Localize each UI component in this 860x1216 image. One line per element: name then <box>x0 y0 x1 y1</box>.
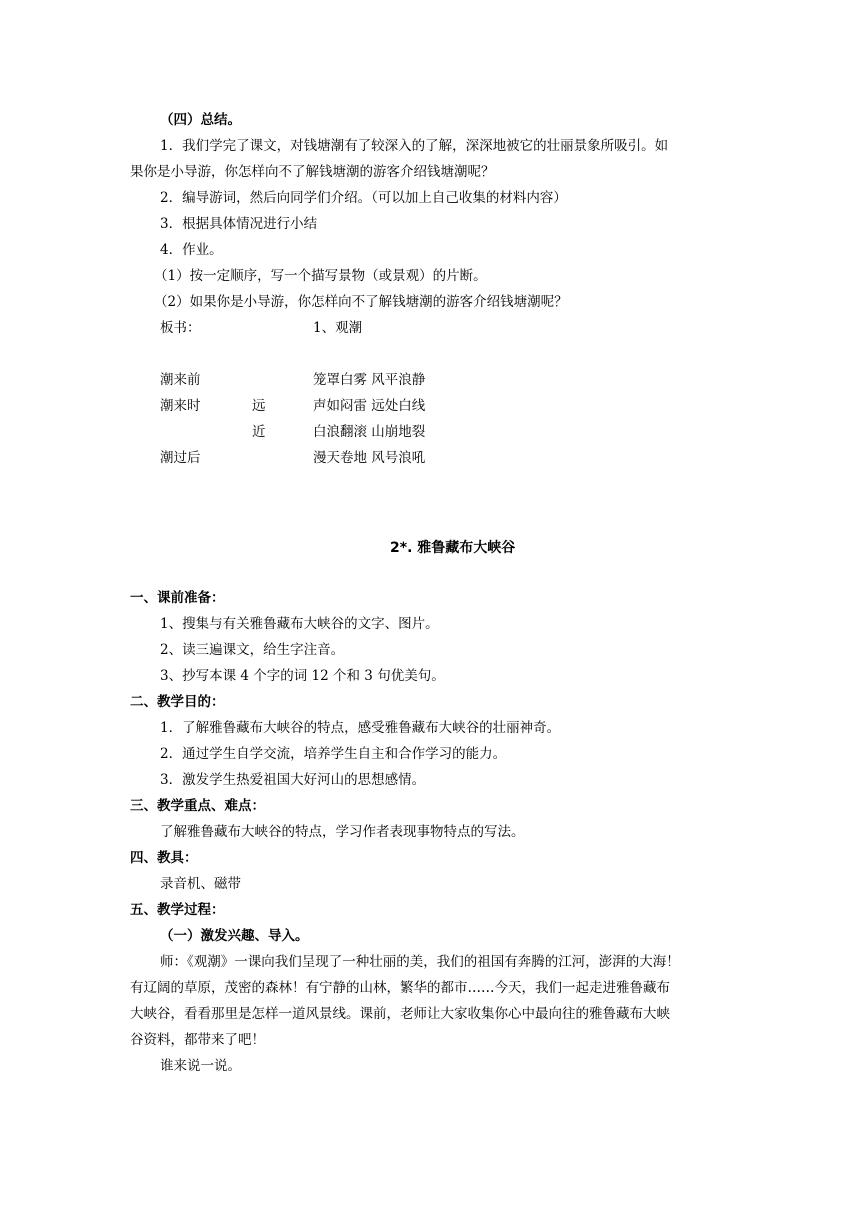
summary-step-2: 2．编导游词，然后向同学们介绍。（可以加上自己收集的材料内容） <box>160 190 567 206</box>
homework-1: （1）按一定顺序，写一个描写景物（或景观）的片断。 <box>154 268 487 284</box>
homework-2: （2）如果你是小导游，你怎样向不了解钱塘潮的游客介绍钱塘潮呢？ <box>154 294 568 310</box>
goal-item-3: 3．激发学生热爱祖国大好河山的思想感情。 <box>160 772 426 788</box>
board-row-desc: 白浪翻滚 山崩地裂 <box>313 424 426 440</box>
section-process-heading: 五、教学过程： <box>130 902 225 918</box>
who-says-line: 谁来说一说。 <box>160 1058 241 1074</box>
summary-step-1-line-1: 1．我们学完了课文，对钱塘潮有了较深入的了解，深深地被它的壮丽景象所吸引。如 <box>160 138 669 154</box>
teacher-speech-line-3: 大峡谷，看看那里是怎样一道风景线。课前，老师让大家收集你心中最向往的雅鲁藏布大峡 <box>130 1006 670 1022</box>
summary-step-4: 4．作业。 <box>160 242 223 258</box>
lesson-title: 2*. 雅鲁藏布大峡谷 <box>390 540 516 556</box>
tools-list: 录音机、磁带 <box>160 876 241 892</box>
board-row-sub: 近 <box>252 424 266 440</box>
section-tools-heading: 四、教具： <box>130 850 198 866</box>
section-prep-heading: 一、课前准备： <box>130 590 225 606</box>
board-row-stage: 潮来前 <box>160 372 201 388</box>
board-row-desc: 笼罩白雾 风平浪静 <box>313 372 426 388</box>
board-row-stage: 潮过后 <box>160 450 201 466</box>
board-label: 板书： <box>160 320 201 336</box>
process-step-1-heading: （一）激发兴趣、导入。 <box>160 928 309 944</box>
prep-item-2: 2、读三遍课文，给生字注音。 <box>160 642 345 658</box>
board-row-desc: 声如闷雷 远处白线 <box>313 398 426 414</box>
board-row-stage: 潮来时 <box>160 398 201 414</box>
board-row-sub: 远 <box>252 398 266 414</box>
summary-step-1-line-2: 果你是小导游，你怎样向不了解钱塘潮的游客介绍钱塘潮呢？ <box>130 164 495 180</box>
teacher-speech-line-4: 谷资料，都带来了吧！ <box>130 1032 265 1048</box>
board-row-desc: 漫天卷地 风号浪吼 <box>313 450 426 466</box>
summary-step-3: 3．根据具体情况进行小结 <box>160 216 318 232</box>
prep-item-1: 1、搜集与有关雅鲁藏布大峡谷的文字、图片。 <box>160 616 439 632</box>
prep-item-3: 3、抄写本课 4 个字的词 12 个和 3 句优美句。 <box>160 668 445 684</box>
teacher-speech-line-1: 师：《观潮》一课向我们呈现了一种壮丽的美，我们的祖国有奔腾的江河，澎湃的大海！ <box>160 954 680 970</box>
goal-item-1: 1．了解雅鲁藏布大峡谷的特点，感受雅鲁藏布大峡谷的壮丽神奇。 <box>160 720 561 736</box>
teacher-speech-line-2: 有辽阔的草原，茂密的森林！有宁静的山林，繁华的都市……今天，我们一起走进雅鲁藏布 <box>130 980 670 996</box>
key-points: 了解雅鲁藏布大峡谷的特点，学习作者表现事物特点的写法。 <box>160 824 525 840</box>
summary-heading: （四）总结。 <box>160 112 241 128</box>
section-key-heading: 三、教学重点、难点： <box>130 798 265 814</box>
board-title: 1、观潮 <box>313 320 363 336</box>
goal-item-2: 2．通过学生自学交流，培养学生自主和合作学习的能力。 <box>160 746 507 762</box>
section-goals-heading: 二、教学目的： <box>130 694 225 710</box>
